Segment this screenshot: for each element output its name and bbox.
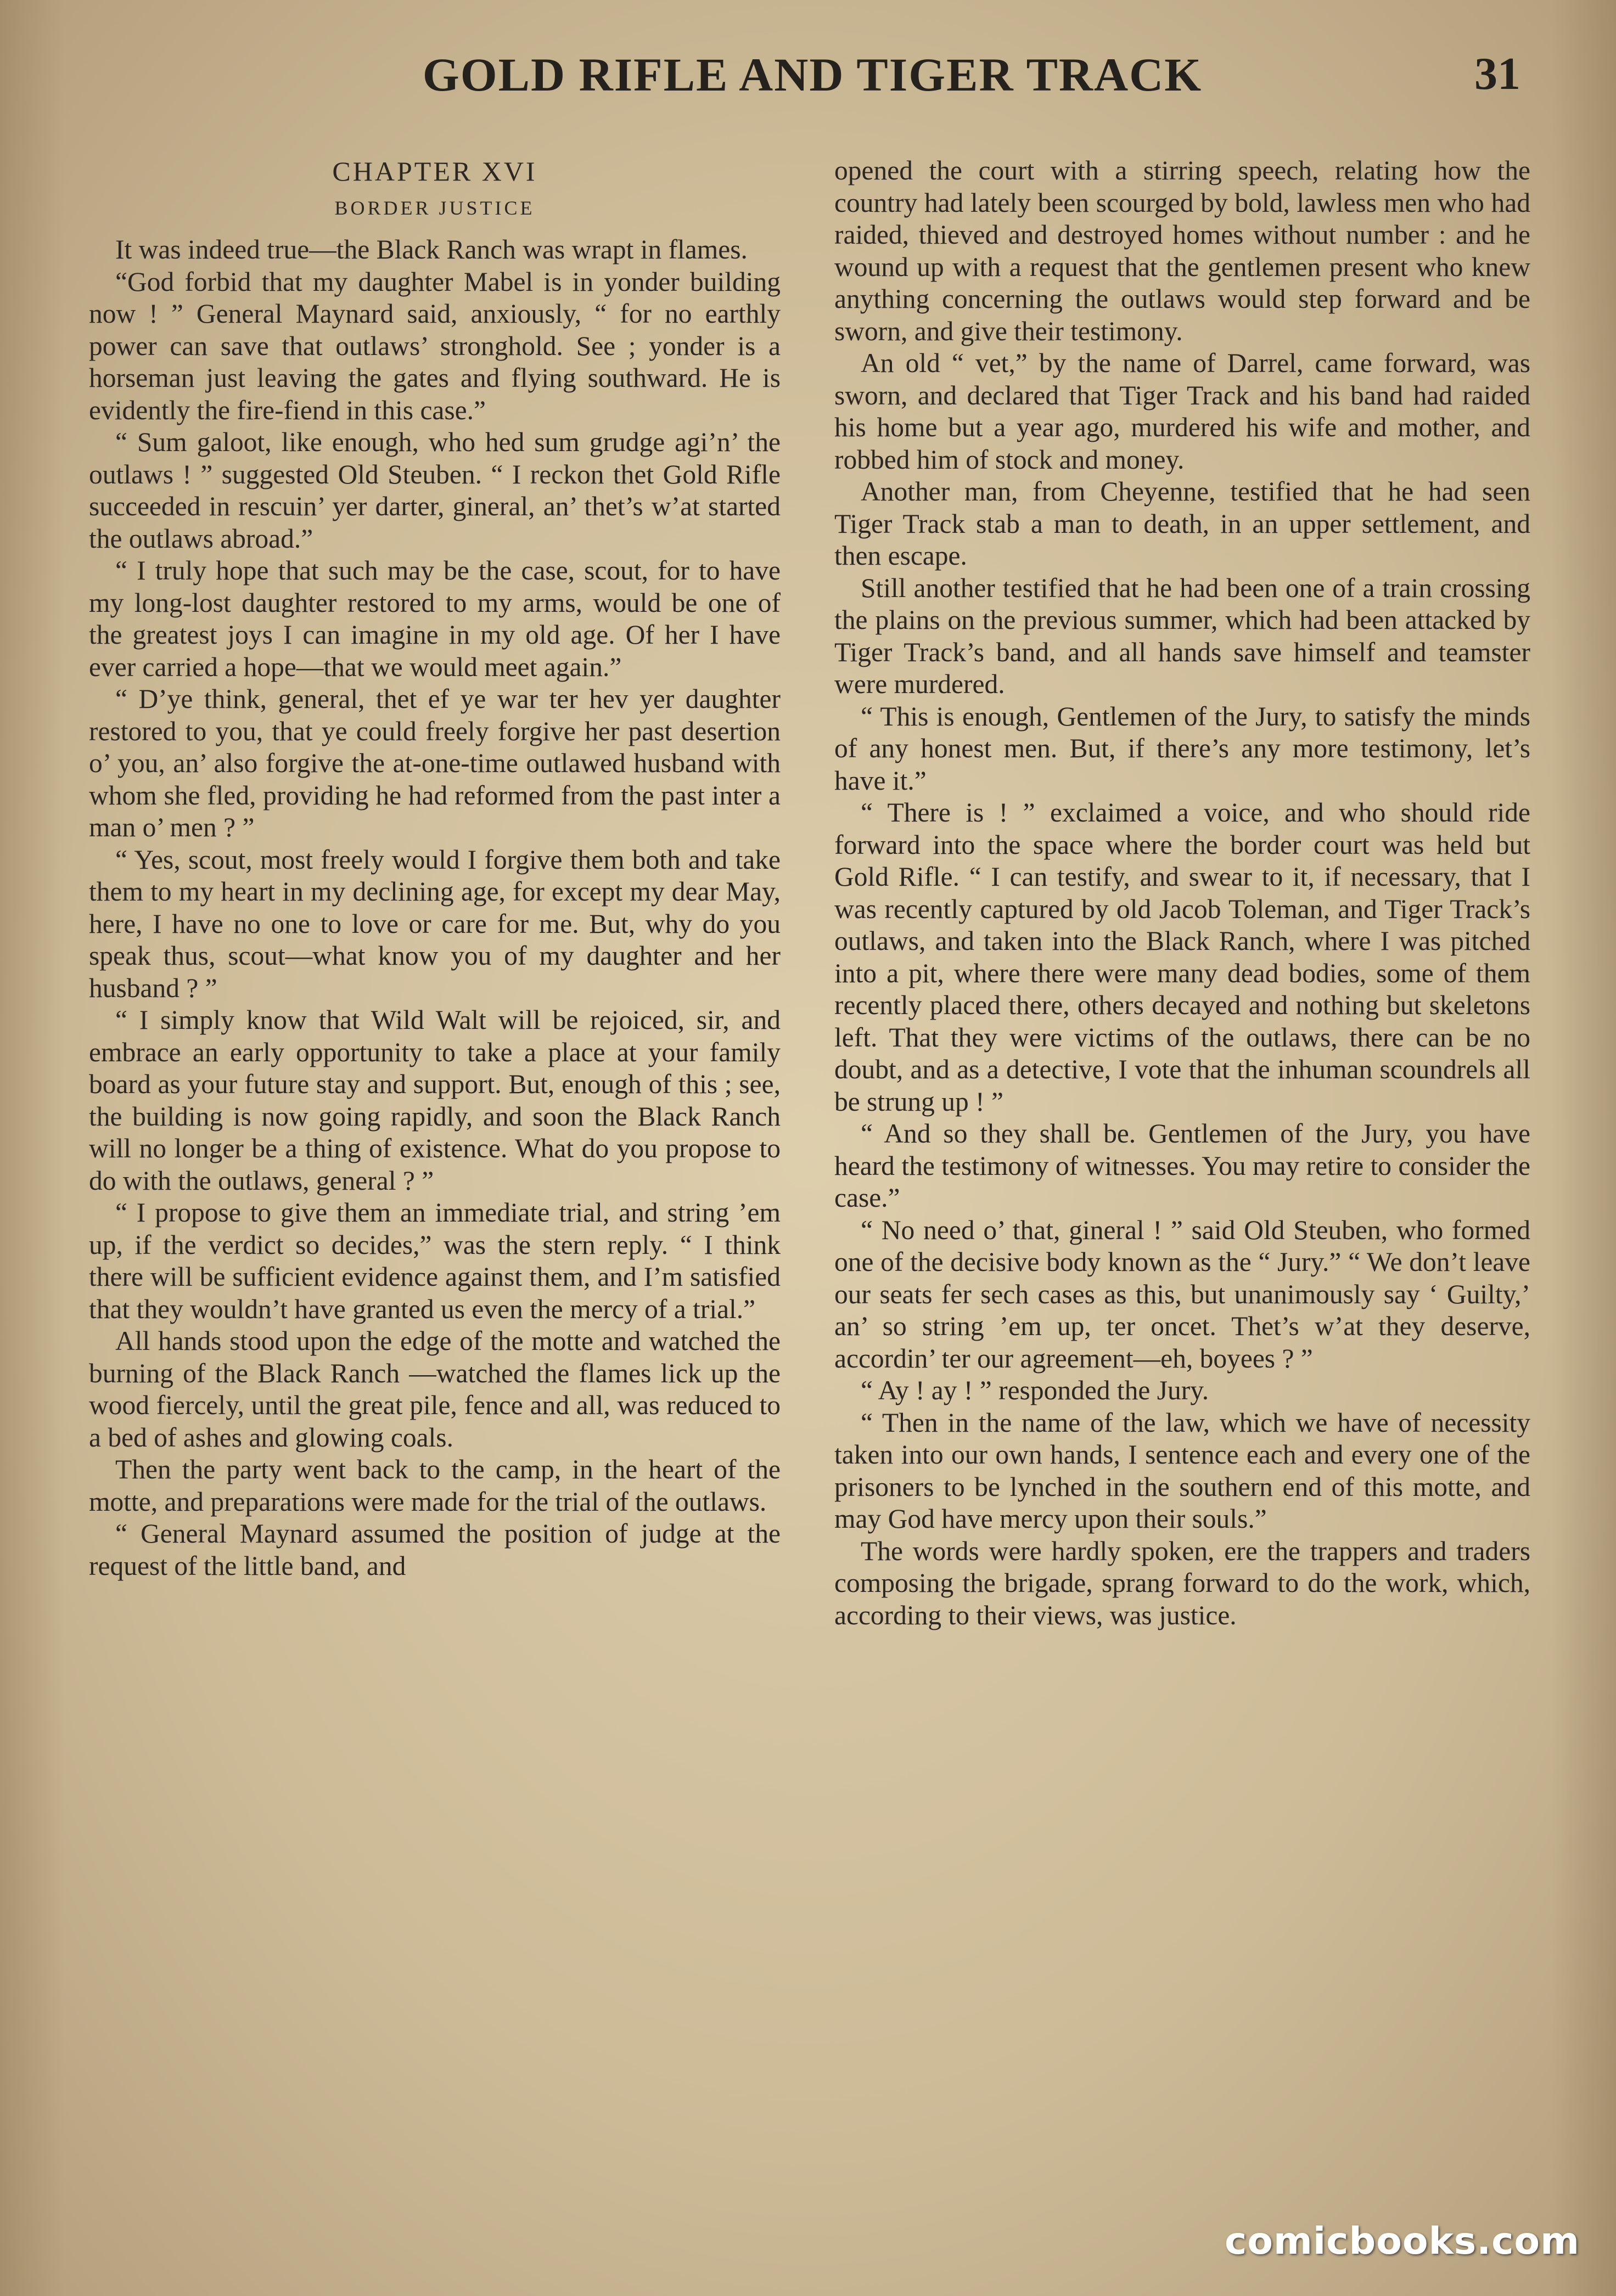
- paragraph: “ No need o’ that, gineral ! ” said Old Steuben, who formed one of the decisive body known as the “ Jury.” “ We don’t leave our seats fer sech cases as this, but unanimously say ‘ Guilty,’ an’ so string ’em up, ter oncet. Thet’s w’at they deserve, accordin’ ter our agreement—eh, boyees ? ”: [834, 1214, 1530, 1374]
- paragraph: “ And so they shall be. Gentlemen of the Jury, you have heard the testimony of witnesses. You may retire to consider the case.”: [834, 1118, 1530, 1213]
- page-header: [82, 47, 1542, 119]
- chapter-subtitle: BORDER JUSTICE: [334, 197, 535, 219]
- paragraph: All hands stood upon the edge of the motte and watched the burning of the Black Ranch —watched the flames lick up the wood fiercely, until the great pile, fence and all, was reduced to a bed of ashes and glowing coals.: [89, 1326, 781, 1453]
- paragraph: An old “ vet,” by the name of Darrel, came forward, was sworn, and declared that Tiger Track and his band had raided his home but a year ago, murdered his wife and mother, and robbed him of stock and money.: [834, 348, 1530, 475]
- paragraph: “ Then in the name of the law, which we have of necessity taken into our own hands, I sentence each and every one of the prisoners to be lynched in the southern end of this motte, and may God have mercy upon their souls.”: [834, 1407, 1530, 1534]
- chapter-title: CHAPTER XVI: [332, 156, 537, 187]
- paragraph: “ I propose to give them an immediate trial, and string ’em up, if the verdict so decides,” was the stern reply. “ I think there will be sufficient evidence against them, and I’m satisfied that they wouldn’t have granted us even the mercy of a trial.”: [89, 1197, 781, 1324]
- paragraph: Then the party went back to the camp, in the heart of the motte, and preparations were made for the trial of the outlaws.: [89, 1454, 781, 1517]
- paragraph: The words were hardly spoken, ere the trappers and traders composing the brigade, sprang forward to do the work, which, according to their views, was justice.: [834, 1535, 1530, 1630]
- paragraph: “ Yes, scout, most freely would I forgive them both and take them to my heart in my declining age, for except my dear May, here, I have no one to love or care for me. But, why do you speak thus, scout—what know you of my daughter and her husband ? ”: [89, 844, 781, 1003]
- watermark: comicbooks.com: [1224, 2220, 1580, 2263]
- paragraph: “ D’ye think, general, thet ef ye war ter hev yer daughter restored to you, that ye could freely forgive her past desertion o’ you, an’ also forgive the at-one-time outlawed husband with whom she fled, providing he had reformed from the past inter a man o’ men ? ”: [89, 684, 781, 842]
- paragraph: “ I simply know that Wild Walt will be rejoiced, sir, and embrace an early opportunity to take a place at your family board as your future stay and support. But, enough of this ; see, the building is now going rapidly, and soon the Black Ranch will no longer be a thing of existence. What do you propose to do with the outlaws, general ? ”: [89, 1005, 781, 1196]
- paragraph: It was indeed true—the Black Ranch was wrapt in flames.: [115, 234, 748, 265]
- paragraph: Another man, from Cheyenne, testified that he had seen Tiger Track stab a man to death, in an upper settlement, and then escape.: [834, 476, 1530, 571]
- paragraph: “God forbid that my daughter Mabel is in yonder building now ! ” General Maynard said, anxiously, “ for no earthly power can save that outlaws’ stronghold. See ; yonder is a horseman just leaving the gates and flying southward. He is evidently the fire-fiend in this case.”: [89, 266, 781, 425]
- paragraph: “ I truly hope that such may be the case, scout, for to have my long-lost daughter restored to my arms, would be one of the greatest joys I can imagine in my old age. Of her I have ever carried a hope—that we would meet again.”: [89, 555, 781, 682]
- paragraph: “ There is ! ” exclaimed a voice, and who should ride forward into the space where the border court was held but Gold Rifle. “ I can testify, and swear to it, if necessary, that I was recently captured by old Jacob Toleman, and Tiger Track’s outlaws, and taken into the Black Ranch, where I was pitched into a pit, where there were many dead bodies, some of them recently placed there, others decayed and nothing but skeletons left. That they were victims of the outlaws, there can be no doubt, and as a detective, I vote that the inhuman scoundrels all be strung up ! ”: [834, 797, 1530, 1117]
- paragraph: Still another testified that he had been one of a train crossing the plains on the previous summer, which had been attacked by Tiger Track’s band, and all hands save himself and teamster were murdered.: [834, 572, 1530, 699]
- paragraph: opened the court with a stirring speech, relating how the country had lately been scourged by bold, lawless men who had raided, thieved and destroyed homes without number : and he wound up with a request that the gentlemen present who knew anything concerning the outlaws would step forward and be sworn, and give their testimony.: [834, 155, 1530, 346]
- paragraph: “ Sum galoot, like enough, who hed sum grudge agi’n’ the outlaws ! ” suggested Old Steuben. “ I reckon thet Gold Rifle succeeded in rescuin’ yer darter, gineral, an’ thet’s w’at started the outlaws abroad.”: [89, 427, 781, 554]
- left-column: [89, 155, 781, 1582]
- right-column: [834, 155, 1530, 1631]
- page-number: 31: [1474, 48, 1520, 99]
- paragraph: “ Ay ! ay ! ” responded the Jury.: [861, 1375, 1209, 1405]
- running-title: GOLD RIFLE AND TIGER TRACK: [422, 48, 1203, 101]
- paragraph: “ General Maynard assumed the position of judge at the request of the little band, and: [89, 1518, 781, 1581]
- paragraph: “ This is enough, Gentlemen of the Jury, to satisfy the minds of any honest men. But, if there’s any more testimony, let’s have it.”: [834, 701, 1530, 796]
